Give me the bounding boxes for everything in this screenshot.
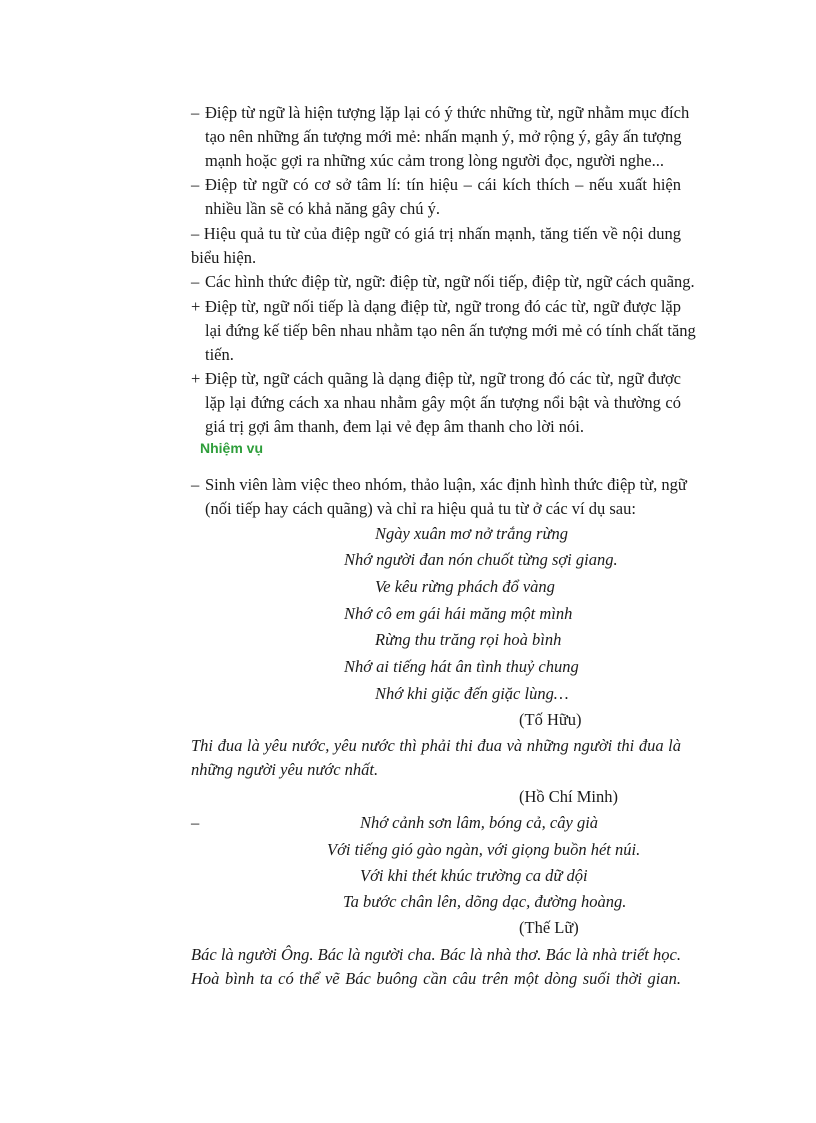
- quote-2-line-1: Bác là người Ông. Bác là người cha. Bác là nhà thơ. Bác là nhà triết học.: [191, 945, 681, 964]
- quote-1-author: (Hồ Chí Minh): [519, 787, 618, 806]
- poem-1-line-5: Rừng thu trăng rọi hoà bình: [375, 630, 562, 649]
- dash-marker: –: [191, 272, 200, 291]
- poem-1-line-1: Ngày xuân mơ nở trắng rừng: [375, 524, 568, 543]
- bullet-1-line-1: Điệp từ ngữ là hiện tượng lặp lại có ý thức những từ, ngữ nhằm mục đích: [205, 103, 690, 122]
- dash-marker: –: [191, 103, 200, 122]
- bullet-1-line-3: mạnh hoặc gợi ra những xúc cảm trong lòng người đọc, người nghe...: [205, 151, 664, 170]
- bullet-6-line-3: giá trị gợi âm thanh, đem lại vẻ đẹp âm thanh cho lời nói.: [205, 417, 584, 436]
- bullet-5-line-3: tiến.: [205, 345, 234, 364]
- bullet-1-line-2: tạo nên những ấn tượng mới mẻ: nhấn mạnh ý, mở rộng ý, gây ấn tượng: [205, 127, 682, 146]
- bullet-6-line-1: Điệp từ, ngữ cách quãng là dạng điệp từ, ngữ trong đó các từ, ngữ được: [205, 369, 681, 388]
- poem-1-line-7: Nhớ khi giặc đến giặc lùng…: [375, 684, 569, 703]
- bullet-5-line-2: lại đứng kế tiếp bên nhau nhằm tạo nên ấn tượng mới mẻ có tính chất tăng: [205, 321, 696, 340]
- bullet-3-line-2: biểu hiện.: [191, 248, 257, 267]
- poem-2-line-2: Với tiếng gió gào ngàn, với giọng buồn hét núi.: [327, 840, 641, 859]
- quote-2-line-2: Hoà bình ta có thể vẽ Bác buông cần câu trên một dòng suối thời gian.: [191, 969, 681, 988]
- poem-2-line-1: Nhớ cảnh sơn lâm, bóng cả, cây già: [360, 813, 599, 832]
- quote-1-line-1: Thi đua là yêu nước, yêu nước thì phải thi đua và những người thi đua là: [191, 736, 681, 755]
- dash-marker: –: [191, 813, 200, 832]
- poem-2-line-4: Ta bước chân lên, dõng dạc, đường hoàng.: [343, 892, 627, 911]
- plus-marker: +: [191, 297, 201, 316]
- poem-2-line-3: Với khi thét khúc trường ca dữ dội: [360, 866, 588, 885]
- dash-marker: –: [191, 475, 200, 494]
- task-line-1: Sinh viên làm việc theo nhóm, thảo luận, xác định hình thức điệp từ, ngữ: [205, 475, 687, 494]
- poem-1-line-6: Nhớ ai tiếng hát ân tình thuỷ chung: [344, 657, 579, 676]
- bullet-6-line-2: lặp lại đứng cách xa nhau nhằm gây một ấn tượng nổi bật và thường có: [205, 393, 681, 412]
- bullet-5-line-1: Điệp từ, ngữ nối tiếp là dạng điệp từ, ngữ trong đó các từ, ngữ được lặp: [205, 297, 681, 316]
- task-heading: Nhiệm vụ: [200, 440, 264, 456]
- bullet-3-line-1: – Hiệu quả tu từ của điệp ngữ có giá trị nhấn mạnh, tăng tiến về nội dung: [191, 224, 681, 243]
- quote-1-line-2: những người yêu nước nhất.: [191, 760, 379, 779]
- poem-1-line-4: Nhớ cô em gái hái măng một mình: [344, 604, 573, 623]
- bullet-2-line-2: nhiều lần sẽ có khả năng gây chú ý.: [205, 199, 441, 218]
- poem-1-line-3: Ve kêu rừng phách đổ vàng: [375, 577, 555, 596]
- bullet-2-line-1: Điệp từ ngữ có cơ sở tâm lí: tín hiệu – cái kích thích – nếu xuất hiện: [205, 175, 681, 194]
- dash-marker: –: [191, 175, 200, 194]
- bullet-4-line-1: Các hình thức điệp từ, ngữ: điệp từ, ngữ nối tiếp, điệp từ, ngữ cách quãng.: [205, 272, 695, 291]
- task-line-2: (nối tiếp hay cách quãng) và chỉ ra hiệu quả tu từ ở các ví dụ sau:: [205, 499, 636, 518]
- poem-1-line-2: Nhớ người đan nón chuốt từng sợi giang.: [344, 550, 618, 569]
- plus-marker: +: [191, 369, 201, 388]
- poem-2-author: (Thế Lữ): [519, 918, 579, 937]
- poem-1-author: (Tố Hữu): [519, 710, 582, 729]
